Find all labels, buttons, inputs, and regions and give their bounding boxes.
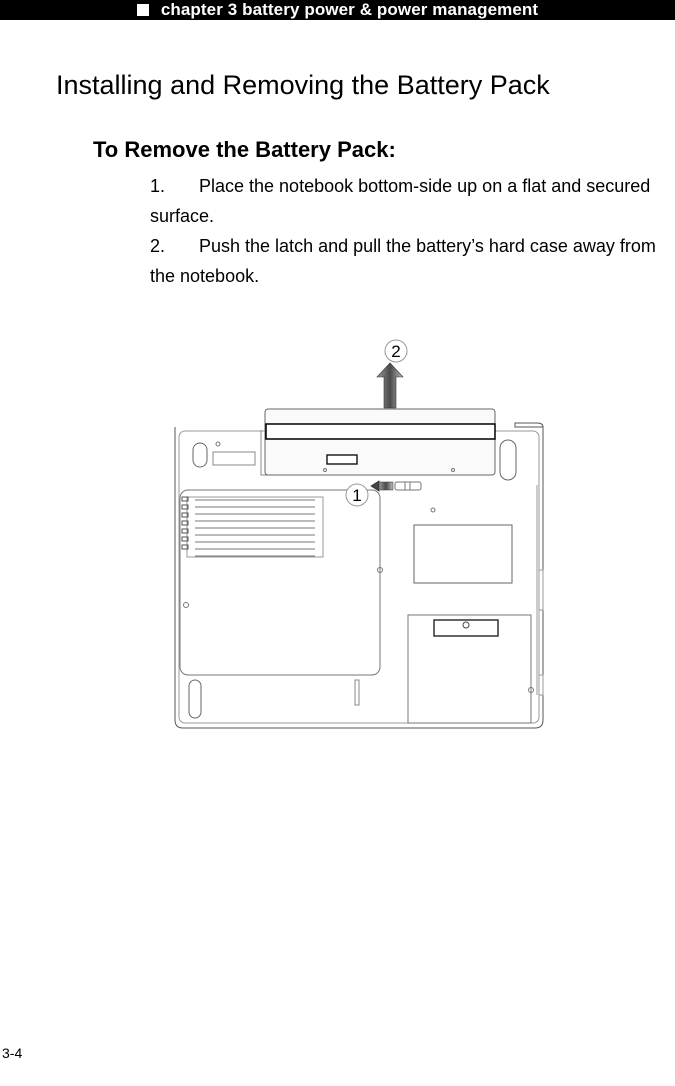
step-item <box>150 231 660 291</box>
screws <box>184 508 534 693</box>
foot-slot <box>193 443 207 467</box>
notebook-battery-diagram <box>165 335 550 735</box>
page-title: Installing and Removing the Battery Pack <box>56 70 550 100</box>
memory-compartment <box>180 490 380 675</box>
step-number: 1. <box>150 176 166 196</box>
callout-1 <box>346 484 368 506</box>
callout-2 <box>385 340 407 362</box>
step-text: Push the latch and pull the battery’s hard case away from the notebook. <box>150 236 656 286</box>
step-text: Place the notebook bottom-side up on a flat and secured surface. <box>150 176 651 226</box>
foot-slot <box>189 680 201 718</box>
chapter-header <box>0 0 675 20</box>
vent-grille <box>195 500 315 556</box>
battery-latch <box>395 482 421 490</box>
battery-pack <box>265 409 495 475</box>
push-arrow-shaft <box>379 482 393 490</box>
callout-1-label: 1 <box>352 486 362 505</box>
hdd-cover <box>414 525 512 583</box>
callout-2-label: 2 <box>391 342 401 361</box>
pull-arrow <box>377 363 403 408</box>
chapter-header-text: chapter 3 battery power & power management <box>160 0 539 19</box>
step-item <box>150 171 660 231</box>
label-plate <box>213 452 255 465</box>
step-number: 2. <box>150 236 166 256</box>
expansion-cover <box>408 615 531 723</box>
page-number: 3-4 <box>2 1045 23 1061</box>
steps-list <box>150 171 660 291</box>
section-subtitle: To Remove the Battery Pack: <box>93 137 396 162</box>
black-square-icon <box>137 4 149 16</box>
